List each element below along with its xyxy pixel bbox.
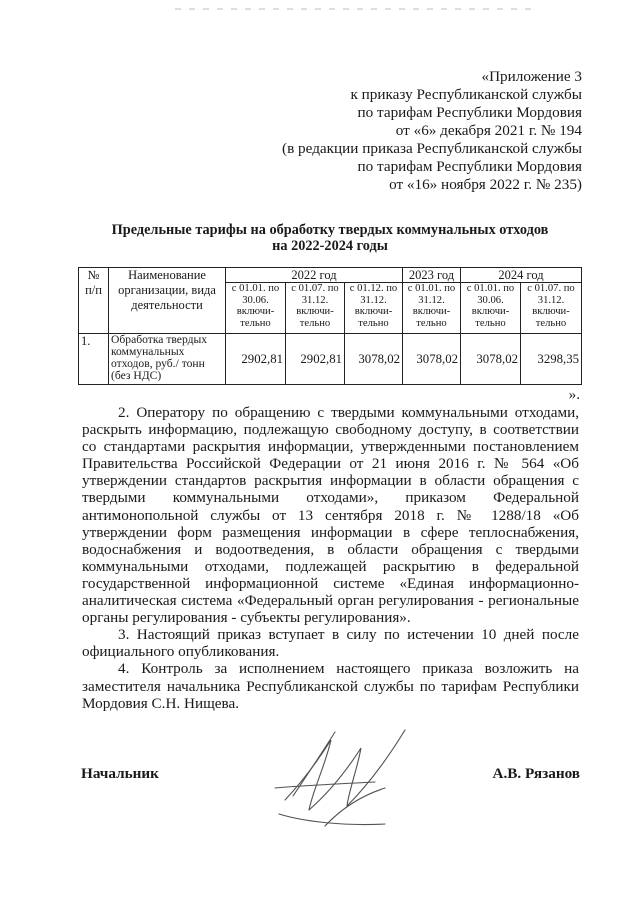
year-header: 2023 год [403,268,461,283]
header-line: от «16» ноября 2022 г. № 235) [389,176,582,193]
paragraph: 4. Контроль за исполнением настоящего приказа возложить на заместителя начальника Республиканской службы по тарифам Республики Мордовия С.Н. Нищева. [82,660,579,712]
paragraph: 2. Оператору по обращению с твердыми коммунальными отходами, раскрыть информацию, подлежащую свободному доступу, в соответствии со стандартами раскрытия информации, утвержденными постановлением Правительства Российской Федерации от 21 июня 2016 г. № 564 «Об утверждении стандартов раскрытия информации в области обращения с твердыми коммунальными отходами», приказом Федеральной антимонопольной службы от 13 сентября 2018 г. № 1288/18 «Об утверждении форм размещения информации в сфере теплоснабжения, водоснабжения и водоотведения, в области обращения с твердыми коммунальными отходами, подлежащей раскрытию в федеральной государственной информационной системе «Единая информационно-аналитическая система «Федеральный орган регулирования - региональные органы регулирования - субъекты регулирования». [82,404,579,627]
period-header: с 01.01. по 30.06. включи-тельно [461,283,521,334]
title-line: Предельные тарифы на обработку твердых коммунальных отходов [111,222,549,238]
period-header: с 01.01. по 30.06. включи-тельно [226,283,286,334]
scan-artifact [175,8,535,10]
closing-quote-mark: ». [568,386,580,403]
period-header: с 01.07. по 31.12. включи-тельно [286,283,345,334]
body-text [82,404,579,712]
col-number-header: № п/п [79,268,109,334]
document-title [60,222,600,254]
signature-scribble-icon [265,726,425,836]
period-header: с 01.01. по 31.12. включи-тельно [403,283,461,334]
tariff-value: 2902,81 [226,334,286,385]
signatory-title: Начальник [81,765,159,782]
header-line: «Приложение 3 [481,68,582,85]
row-number: 1. [79,334,109,385]
tariff-value: 3078,02 [461,334,521,385]
header-line: по тарифам Республики Мордовия [357,158,582,175]
tariff-table [78,267,582,385]
title-line: на 2022-2024 годы [272,238,388,254]
paragraph: 3. Настоящий приказ вступает в силу по истечении 10 дней после официального опубликования. [82,626,579,661]
period-header: с 01.12. по 31.12. включи-тельно [345,283,403,334]
tariff-value: 2902,81 [286,334,345,385]
tariff-value: 3078,02 [403,334,461,385]
col-name-header: Наименование организации, вида деятельности [109,268,226,334]
tariff-value: 3078,02 [345,334,403,385]
header-line: (в редакции приказа Республиканской службы [282,140,582,157]
year-header: 2024 год [461,268,582,283]
table-row [79,334,582,385]
appendix-header [282,68,582,194]
header-line: по тарифам Республики Мордовия [357,104,582,121]
header-line: к приказу Республиканской службы [350,86,582,103]
service-name: Обработка твердых коммунальных отходов, руб./ тонн (без НДС) [109,334,226,385]
period-header: с 01.07. по 31.12. включи-тельно [521,283,582,334]
tariff-value: 3298,35 [521,334,582,385]
header-line: от «6» декабря 2021 г. № 194 [395,122,582,139]
handwritten-signature [265,726,425,841]
signatory-name: А.В. Рязанов [492,765,580,782]
table-header-row [79,268,582,283]
year-header: 2022 год [226,268,403,283]
